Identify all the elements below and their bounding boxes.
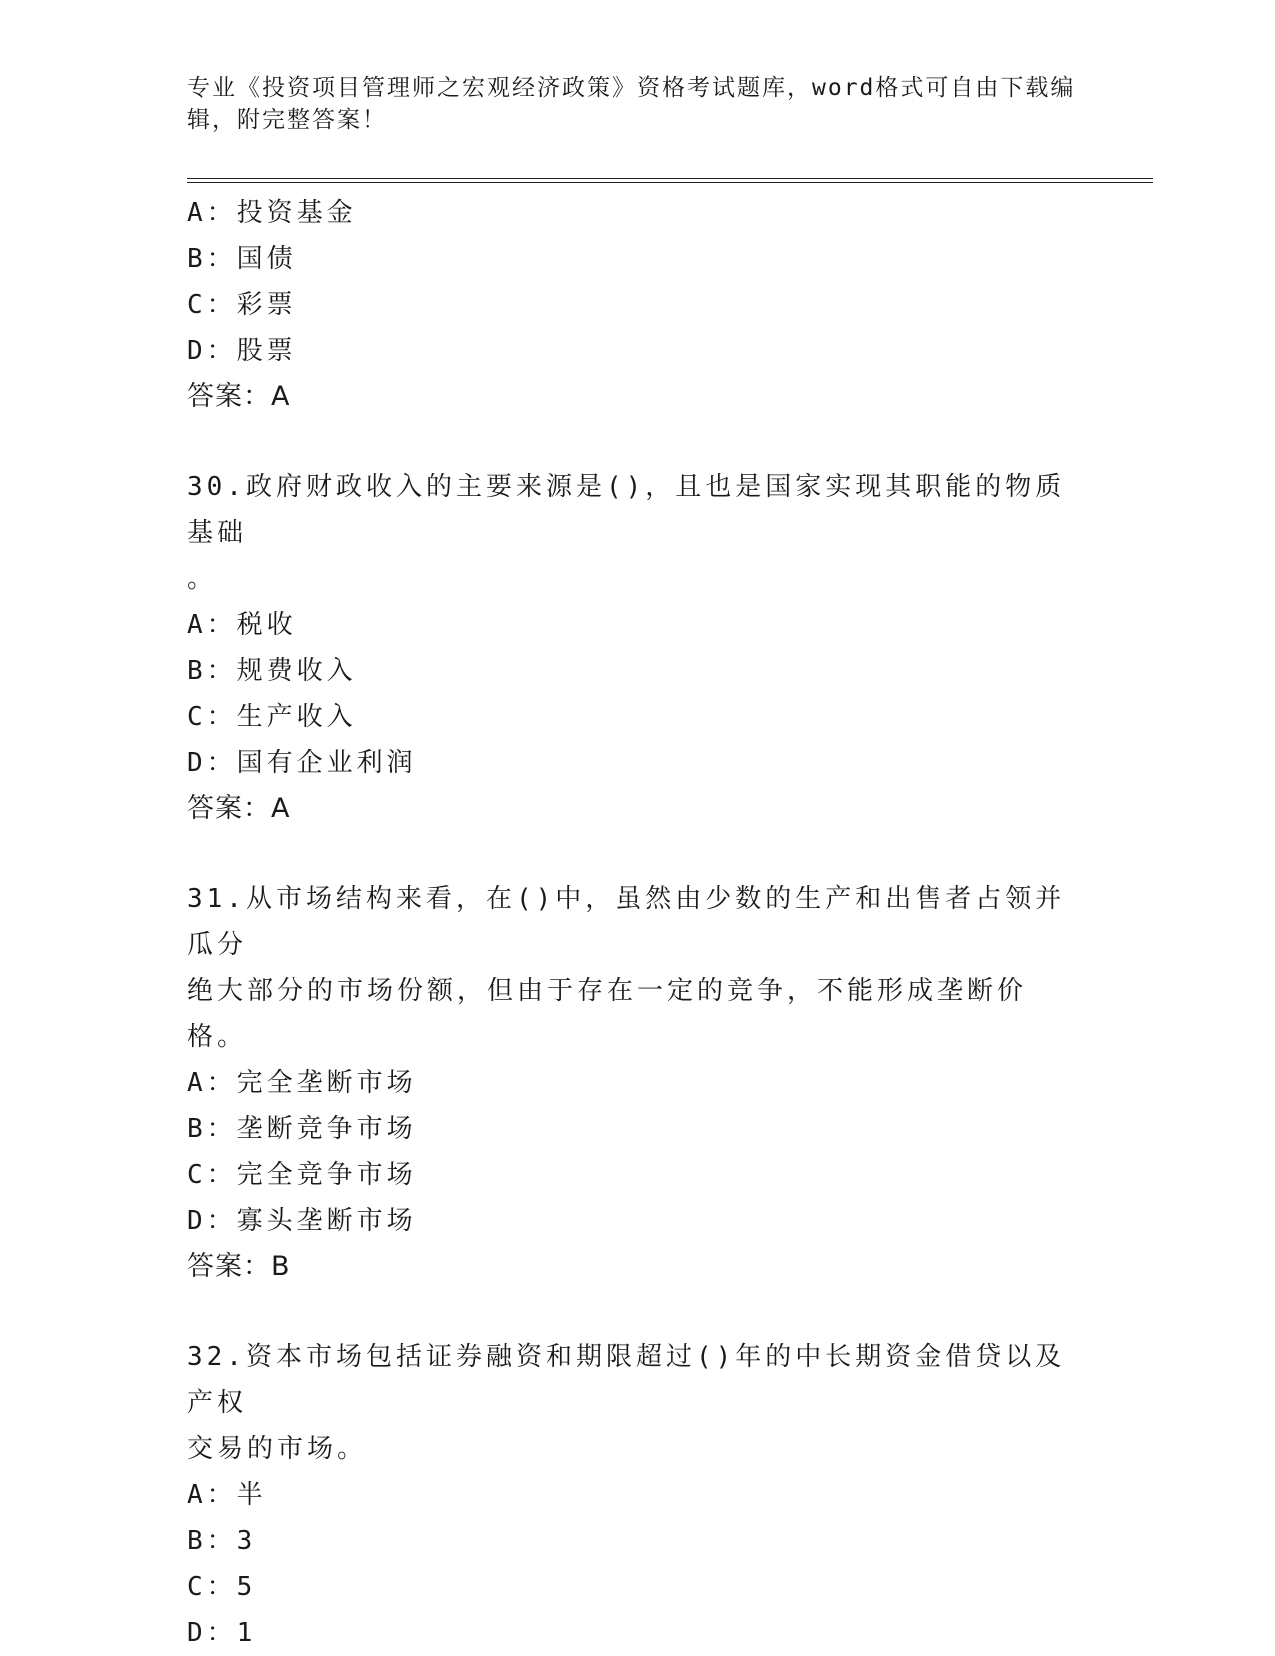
question-31-options [187,1060,1087,1290]
option-d: D：国有企业利润 [187,748,417,778]
option-a: A：完全垄断市场 [187,1068,417,1098]
option-b: B：垄断竞争市场 [187,1114,417,1144]
option-c: C：彩票 [187,290,297,320]
answer-label: 答案： [187,381,271,412]
answer-value: A [271,381,291,412]
question-text-line: 30.政府财政收入的主要来源是()，且也是国家实现其职能的物质基础 [187,472,1066,548]
option-b: B：3 [187,1526,257,1556]
header-divider-bottom [187,182,1153,183]
question-30 [187,464,1077,602]
question-text-line: 绝大部分的市场份额，但由于存在一定的竞争，不能形成垄断价格。 [187,976,1028,1052]
question-31 [187,876,1077,1060]
answer-value: A [271,793,291,824]
answer-line [187,374,1087,420]
question-text-line: 32.资本市场包括证券融资和期限超过()年的中长期资金借贷以及产权 [187,1342,1066,1418]
answer-line [187,786,1087,832]
option-d: D：1 [187,1618,257,1648]
option-a: A：投资基金 [187,198,357,228]
question-text-line: 交易的市场。 [187,1434,368,1464]
answer-line [187,1244,1087,1290]
header-line-1: 专业《投资项目管理师之宏观经济政策》资格考试题库，word格式可自由下载编 [187,75,1076,101]
option-a: A：税收 [187,610,297,640]
document-header [187,72,1077,136]
answer-value: B [271,1251,291,1282]
question-text-line: 。 [187,564,218,594]
answer-label: 答案： [187,1251,271,1282]
option-a: A：半 [187,1480,267,1510]
answer-label: 答案： [187,793,271,824]
option-c: C：生产收入 [187,702,357,732]
question-text-line: 31.从市场结构来看，在()中，虽然由少数的生产和出售者占领并瓜分 [187,884,1066,960]
question-29-tail [187,190,1087,420]
option-d: D：寡头垄断市场 [187,1206,417,1236]
question-32 [187,1334,1077,1472]
question-30-options [187,602,1087,832]
header-line-2: 辑，附完整答案！ [187,107,387,133]
option-c: C：完全竞争市场 [187,1160,417,1190]
question-32-options [187,1472,1087,1656]
option-b: B：国债 [187,244,297,274]
question-list [187,190,1087,1656]
option-b: B：规费收入 [187,656,357,686]
option-c: C：5 [187,1572,257,1602]
option-d: D：股票 [187,336,297,366]
header-divider-top [187,178,1153,179]
